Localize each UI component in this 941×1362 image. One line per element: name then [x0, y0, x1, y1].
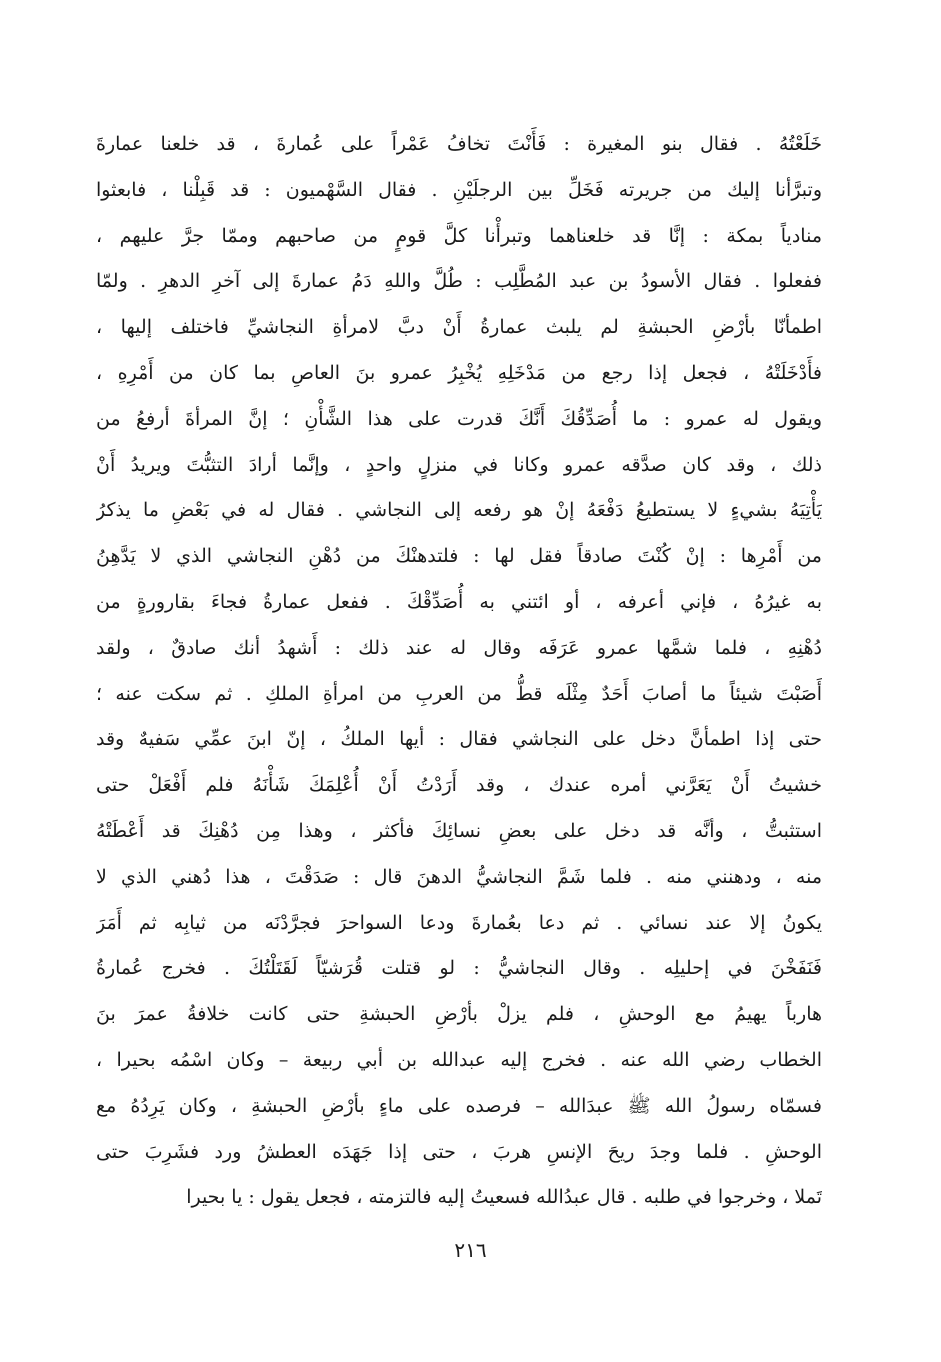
text-line: هارباً يهيمُ مع الوحشِ ، فلم يزلْ بأرْضِ الحبشةِ حتى كانت خلافةُ عمرَ بنَ [96, 1003, 822, 1026]
text-line: أَصَبْتَ شيئاً ما أصابَ أَحَدٌ مِثْلَه قطُّ من العربِ من امرأةِ الملكِ . ثم سكت عنه ؛ [96, 682, 822, 705]
text-line: فأَدْخَلَتْهُ ، فجعل إذا رجع من مَدْخَلِهِ يُخْبِرُ عمرو بنَ العاصِ بما كان من أَمْرِهِ ، [96, 361, 822, 384]
text-line: فسمّاه رسولُ الله ﷺ عبدَالله – فرصده على ماءٍ بأرْضِ الحبشةِ ، وكان يَرِدُهُ مع [96, 1094, 822, 1117]
text-line: منه ، ودهنني منه . فلما شَمَّ النجاشيُّ الدهنَ قال : صَدَقْتَ ، هذا دُهني الذي لا [96, 865, 822, 888]
body-text [96, 122, 822, 1221]
text-line: ويقول له عمرو : ما أُصَدِّقُكَ أَنَّكَ قدرت على هذا الشَّأْنِ ؛ إنَّ المرأةَ أرفعُ من [96, 407, 822, 430]
text-line: دُهْنِهِ ، فلما شمَّها عمرو عَرَفَه وقال له عند ذلك : أَشهدُ أنك صادقٌ ، ولقد [96, 636, 822, 659]
text-line: الوحشِ . فلما وجدَ ريحَ الإنسِ هربَ ، حتى إذا جَهَدَه العطشُ ورد فشَرِبَ حتى [96, 1140, 822, 1163]
text-line: به غيرُهُ ، فإني أعرفه ، أو ائتني به أُصَدِّقْكَ . ففعل عمارةُ فجاءَ بقارورةٍ من [96, 590, 822, 613]
text-line: وتبرَّأنا إليك من جريرته فَخَلِّ بين الرجلَيْنِ . فقال السَّهْميون : قد قَبِلْنا ، فابعثوا [96, 178, 822, 201]
text-line: خَلَعْتُهُ . فقال بنو المغيرة : فَأَنْتَ تخافُ عَمْراً على عُمارةَ ، قد خلعنا عمارةَ [96, 133, 822, 155]
text-line: ففعلوا . فقال الأسودُ بن عبد المُطَّلِب : طُلَّ واللهِ دَمُ عمارةَ إلى آخرِ الدهرِ . ولمّا [96, 270, 822, 293]
text-line: حتى إذا اطمأنَّ دخل على النجاشي فقال : أيها الملكُ ، إنّ ابنَ عمِّي سَفيهٌ وقد [96, 728, 822, 751]
text-line: من أَمْرِها : إنْ كُنْتَ صادقاً فقل لها : فلتدهنْكَ من دُهْنِ النجاشي الذي لا يَدَّهِنُ [96, 545, 822, 568]
text-line: يكونُ إلا عند نسائي . ثم دعا بعُمارةَ ودعا السواحرَ فجرَّدْنَه من ثيابِه ثم أَمَرَ [96, 911, 822, 934]
text-line: فَنَفَخْنَ في إحليلِه . وقال النجاشيُّ : لو قتلت قُرَشيّاً لَقَتَلْتُكَ . فخرج عُمارةُ [96, 957, 822, 980]
text-line: تَملا ، وخرجوا في طلبه . قال عبدُالله فسعيتُ إليه فالتزمته ، فجعل يقول : يا بحيرا [186, 1186, 822, 1209]
page-number: ٢١٦ [454, 1238, 487, 1262]
text-line: يَأْتِيَهُ بشيءٍ لا يستطيعُ دَفْعَهُ إنْ هو رفعه إلى النجاشي . فقال له في بَعْضِ ما يذكرُ [96, 499, 822, 522]
text-line: ذلك ، وقد كان صدَّقه عمرو وكانا في منزلٍ واحدٍ ، وإنَّما أرادَ التثبُّتَ ويريدُ أَنْ [96, 453, 822, 476]
text-line: اطمأنّا بأرْضِ الحبشةِ لم يلبث عمارةُ أَنْ دبَّ لامرأةِ النجاشيِّ فاختلف إليها ، [96, 316, 822, 339]
text-line: الخطاب رضي الله عنه . فخرج إليه عبدالله بن أبي ربيعة – وكان اسْمُه بحيرا ، [96, 1048, 822, 1071]
text-line: منادياً بمكة : إنَّا قد خلعناهما وتبرأْنا كلَّ قومٍ من صاحبهم وممّا جرَّ عليهم ، [96, 224, 822, 247]
text-line: استثبتُّ ، وأنَّه قد دخل على بعضِ نسائِكَ فأكثر ، وهذا مِن دُهْنِكَ قد أَعْطَتْهُ [96, 819, 822, 842]
text-line: خشيتُ أَنْ يَعَرَّني أمره عندك ، وقد أَرَدْتُ أَنْ أُعْلِمَكَ شَأْنَهُ فلم أَفْعَلْ حتى [96, 774, 822, 797]
